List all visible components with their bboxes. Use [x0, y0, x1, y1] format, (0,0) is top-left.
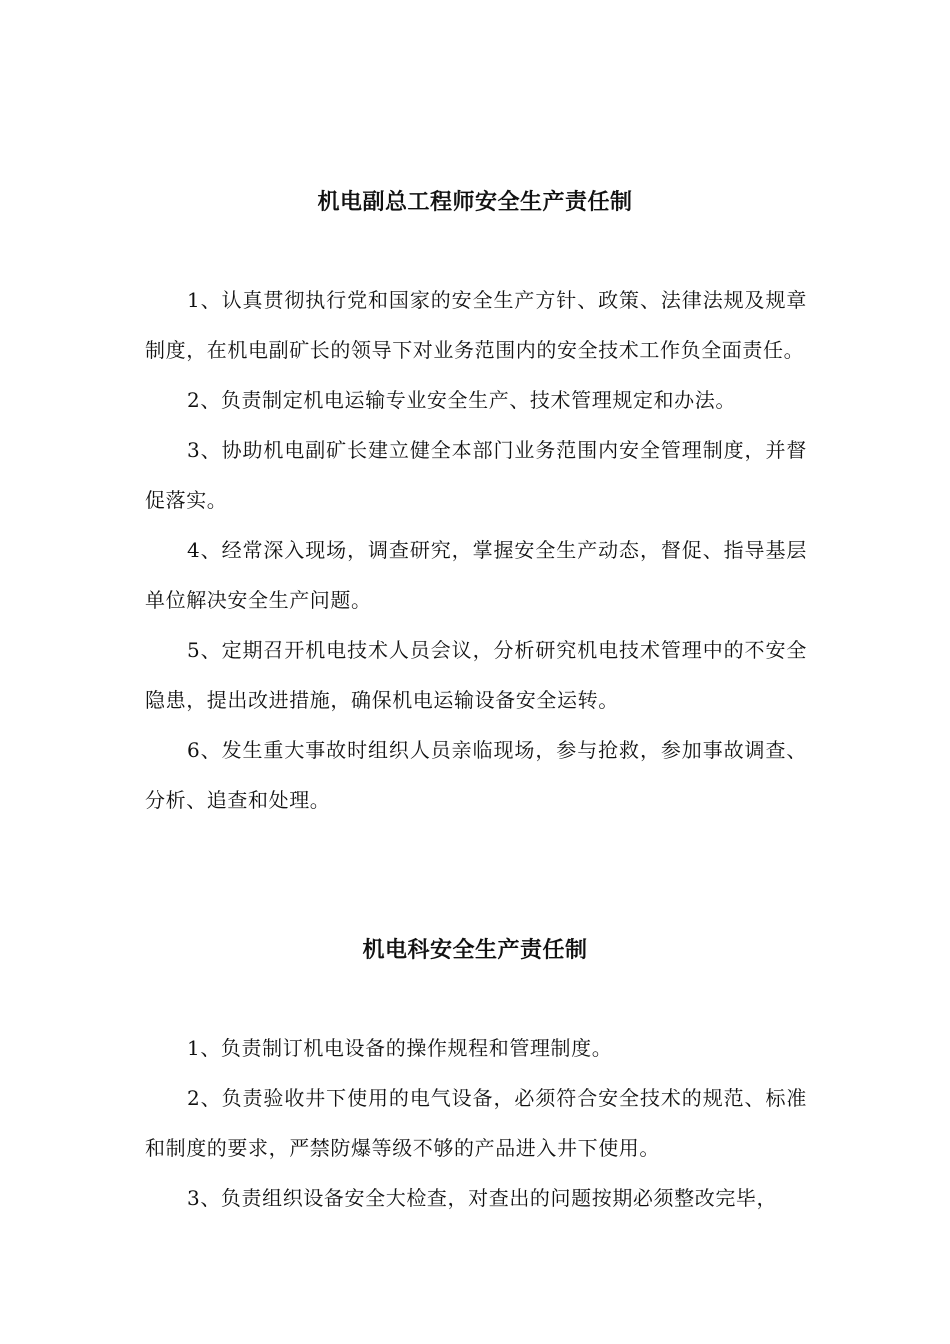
section-body — [145, 275, 807, 825]
paragraph: 3、负责组织设备安全大检查，对查出的问题按期必须整改完毕， — [187, 1186, 778, 1210]
paragraph: 6、发生重大事故时组织人员亲临现场，参与抢救，参加事故调查、分析、追查和处理。 — [145, 738, 807, 812]
paragraph: 4、经常深入现场，调查研究，掌握安全生产动态，督促、指导基层单位解决安全生产问题。 — [145, 538, 807, 612]
section-title: 机电副总工程师安全生产责任制 — [317, 190, 633, 215]
paragraph: 5、定期召开机电技术人员会议，分析研究机电技术管理中的不安全隐患，提出改进措施，确保机电运输设备安全运转。 — [145, 638, 807, 712]
section-title: 机电科安全生产责任制 — [362, 938, 588, 963]
paragraph: 2、负责验收井下使用的电气设备，必须符合安全技术的规范、标准和制度的要求，严禁防爆等级不够的产品进入井下使用。 — [145, 1086, 807, 1160]
paragraph: 1、负责制订机电设备的操作规程和管理制度。 — [187, 1036, 613, 1060]
section-body — [145, 1023, 807, 1223]
paragraph: 3、协助机电副矿长建立健全本部门业务范围内安全管理制度，并督促落实。 — [145, 438, 807, 512]
paragraph: 2、负责制定机电运输专业安全生产、技术管理规定和办法。 — [187, 388, 736, 412]
paragraph: 1、认真贯彻执行党和国家的安全生产方针、政策、法律法规及规章制度，在机电副矿长的领导下对业务范围内的安全技术工作负全面责任。 — [145, 288, 807, 362]
